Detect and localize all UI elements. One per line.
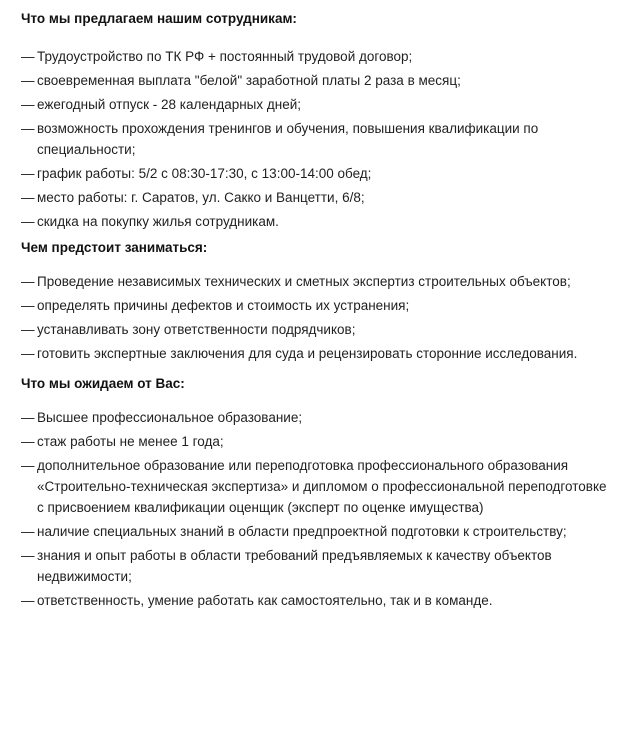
duties-list: [21, 271, 609, 364]
dash-bullet: —: [21, 548, 35, 563]
dash-bullet: —: [21, 458, 35, 473]
dash-bullet: —: [21, 298, 35, 313]
dash-bullet: —: [21, 346, 35, 361]
list-item: [21, 319, 609, 340]
list-item: [21, 590, 609, 611]
list-item: [21, 46, 609, 67]
list-item: [21, 343, 609, 364]
list-item-text: своевременная выплата "белой" заработной платы 2 раза в месяц;: [37, 73, 461, 88]
list-item-text: скидка на покупку жилья сотрудникам.: [37, 214, 279, 229]
list-item-text: стаж работы не менее 1 года;: [37, 434, 224, 449]
list-item: [21, 118, 609, 160]
dash-bullet: —: [21, 49, 35, 64]
list-item-text: ответственность, умение работать как самостоятельно, так и в команде.: [37, 593, 493, 608]
list-item-text: место работы: г. Саратов, ул. Сакко и Ванцетти, 6/8;: [37, 190, 365, 205]
list-item: [21, 455, 609, 518]
list-item: [21, 94, 609, 115]
section-title: Что мы ожидаем от Вас:: [21, 376, 185, 391]
dash-bullet: —: [21, 190, 35, 205]
dash-bullet: —: [21, 97, 35, 112]
dash-bullet: —: [21, 524, 35, 539]
section-benefits: [21, 10, 609, 232]
list-item-text: ежегодный отпуск - 28 календарных дней;: [37, 97, 302, 112]
benefits-list: [21, 46, 609, 232]
list-item: [21, 211, 609, 232]
dash-bullet: —: [21, 274, 35, 289]
list-item-text: знания и опыт работы в области требований предъявляемых к качеству объектов недвижимости;: [37, 548, 552, 584]
dash-bullet: —: [21, 593, 35, 608]
list-item: [21, 431, 609, 452]
list-item: [21, 295, 609, 316]
list-item: [21, 545, 609, 587]
list-item-text: возможность прохождения тренингов и обучения, повышения квалификации по специальности;: [37, 121, 539, 157]
list-item-text: график работы: 5/2 с 08:30-17:30, с 13:00-14:00 обед;: [37, 166, 372, 181]
list-item-text: Высшее профессиональное образование;: [37, 410, 303, 425]
section-title: Что мы предлагаем нашим сотрудникам:: [21, 11, 297, 26]
list-item-text: наличие специальных знаний в области предпроектной подготовки к строительству;: [37, 524, 567, 539]
list-item: [21, 521, 609, 542]
list-item-text: дополнительное образование или переподготовка профессионального образования «Строительно-техническая экспертиза» и дипломом о профессиональной переподготовке с присвоением квалификации оценщик (эксперт по оценке имущества): [37, 458, 607, 515]
list-item-text: устанавливать зону ответственности подрядчиков;: [37, 322, 356, 337]
dash-bullet: —: [21, 410, 35, 425]
dash-bullet: —: [21, 214, 35, 229]
dash-bullet: —: [21, 166, 35, 181]
list-item: [21, 407, 609, 428]
list-item-text: Проведение независимых технических и сметных экспертиз строительных объектов;: [37, 274, 571, 289]
list-item: [21, 187, 609, 208]
section-duties: [21, 239, 609, 364]
requirements-list: [21, 407, 609, 611]
list-item-text: определять причины дефектов и стоимость их устранения;: [37, 298, 410, 313]
list-item: [21, 163, 609, 184]
dash-bullet: —: [21, 434, 35, 449]
dash-bullet: —: [21, 121, 35, 136]
list-item: [21, 70, 609, 91]
dash-bullet: —: [21, 73, 35, 88]
list-item-text: Трудоустройство по ТК РФ + постоянный трудовой договор;: [37, 49, 413, 64]
section-requirements: [21, 375, 609, 611]
list-item: [21, 271, 609, 292]
dash-bullet: —: [21, 322, 35, 337]
section-title: Чем предстоит заниматься:: [21, 240, 208, 255]
list-item-text: готовить экспертные заключения для суда и рецензировать сторонние исследования.: [37, 346, 578, 361]
